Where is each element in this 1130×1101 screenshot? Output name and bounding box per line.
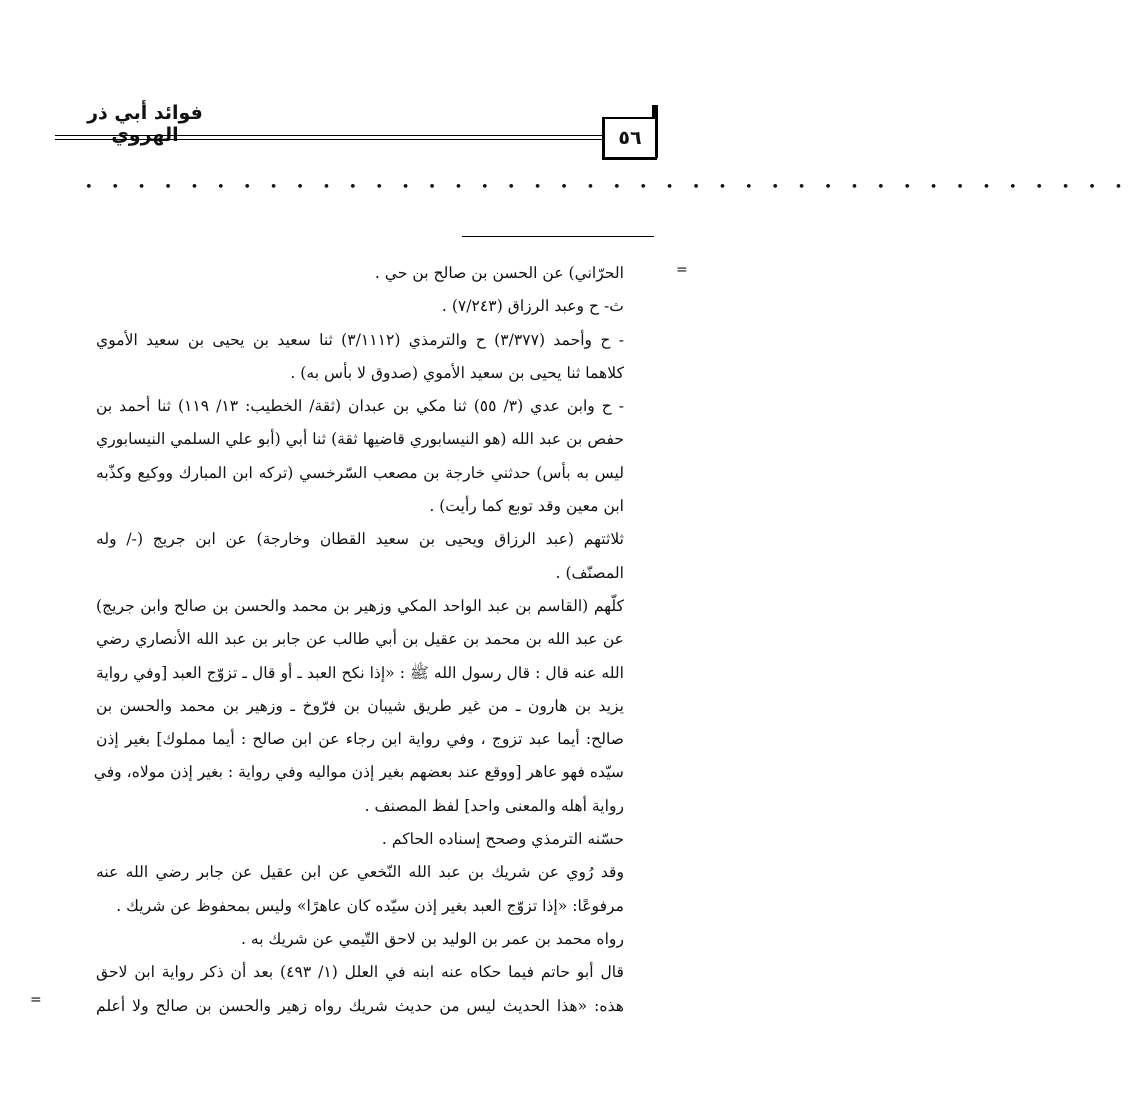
margin-mark-bottom: = xyxy=(30,992,42,1008)
text-line: ليس به بأس) حدثني خارجة بن مصعب السّرخسي (تركه ابن المبارك ووكيع وكذّبه xyxy=(96,463,624,482)
text-line: كلّهم (القاسم بن عبد الواحد المكي وزهير بن محمد والحسن بن صالح وابن جريج) xyxy=(96,596,624,615)
text-line: الحرّاني) عن الحسن بن صالح بن حي . xyxy=(374,264,624,282)
header-rule-top xyxy=(55,135,605,136)
text-line: وقد رُوي عن شريك بن عبد الله النّخعي عن ابن عقيل عن جابر رضي الله عنه xyxy=(96,863,624,882)
margin-mark-top: = xyxy=(676,262,688,278)
text-line: - ح وأحمد (٣/٣٧٧) ح والترمذي (٣/١١١٢) ثنا سعيد بن يحيى بن سعيد الأموي xyxy=(96,330,624,349)
footnote-body xyxy=(93,257,625,1023)
text-line: مرفوعًا: «إذا تزوّج العبد بغير إذن سيّده كان عاهرًا» وليس بمحفوظ عن شريك . xyxy=(116,896,624,915)
text-line: هذه: «هذا الحديث ليس من حديث شريك رواه زهير والحسن بن صالح ولا أعلم xyxy=(96,996,624,1015)
text-line: عن عبد الله بن محمد بن عقيل بن أبي طالب عن جابر بن عبد الله الأنصاري رضي xyxy=(96,630,624,649)
text-line: المصنّف) . xyxy=(555,563,624,582)
text-line: - ح وابن عدي (٣/ ٥٥) ثنا مكي بن عبدان (ثقة/ الخطيب: ١٣/ ١١٩) ثنا أحمد بن xyxy=(96,397,625,416)
page-title: فوائد أبي ذر الهروي xyxy=(87,102,203,146)
text-line: صالح: أيما عبد تزوج ، وفي رواية ابن رجاء عن ابن صالح : أيما مملوك] بغير إذن xyxy=(96,730,624,749)
dotted-separator: • • • • • • • • • • • • • • • • • • • • • • • • • • • • • • • • • • • • • • • • xyxy=(85,180,1130,195)
text-line: رواية أهله والمعنى واحد] لفظ المصنف . xyxy=(364,796,624,815)
footnote-rule xyxy=(462,236,654,237)
header-rule-bottom xyxy=(55,139,605,140)
text-line: ثلاثتهم (عبد الرزاق ويحيى بن سعيد القطان وخارجة) عن ابن جريج (-/ وله xyxy=(96,530,624,549)
page-number: ٥٦ xyxy=(602,117,657,160)
text-line: حفص بن عبد الله (هو النيسابوري قاضيها ثقة) ثنا أبي (أبو علي السلمي النيسابوري xyxy=(96,430,624,449)
text-line: ث- ح وعبد الرزاق (٧/٢٤٣) . xyxy=(441,297,624,316)
text-line: يزيد بن هارون ـ من غير طريق شيبان بن فرّوخ ـ وزهير بن محمد والحسن بن xyxy=(96,696,624,715)
text-line: سيّده فهو عاهر [ووقع عند بعضهم بغير إذن مواليه وفي رواية : بغير إذن مولاه، وفي xyxy=(93,763,624,782)
text-line: رواه محمد بن عمر بن الوليد بن لاحق التّيمي عن شريك به . xyxy=(240,929,624,948)
text-line: كلاهما ثنا يحيى بن سعيد الأموي (صدوق لا بأس به) . xyxy=(290,363,624,382)
text-line: الله عنه قال : قال رسول الله ﷺ : «إذا نكح العبد ـ أو قال ـ تزوّج العبد [وفي رواية xyxy=(96,663,624,682)
text-line: حسّنه الترمذي وصحح إسناده الحاكم . xyxy=(381,830,624,849)
text-line: قال أبو حاتم فيما حكاه عنه ابنه في العلل (١/ ٤٩٣) بعد أن ذكر رواية ابن لاحق xyxy=(96,963,624,982)
text-line: ابن معين وقد توبع كما رأيت) . xyxy=(429,497,624,516)
